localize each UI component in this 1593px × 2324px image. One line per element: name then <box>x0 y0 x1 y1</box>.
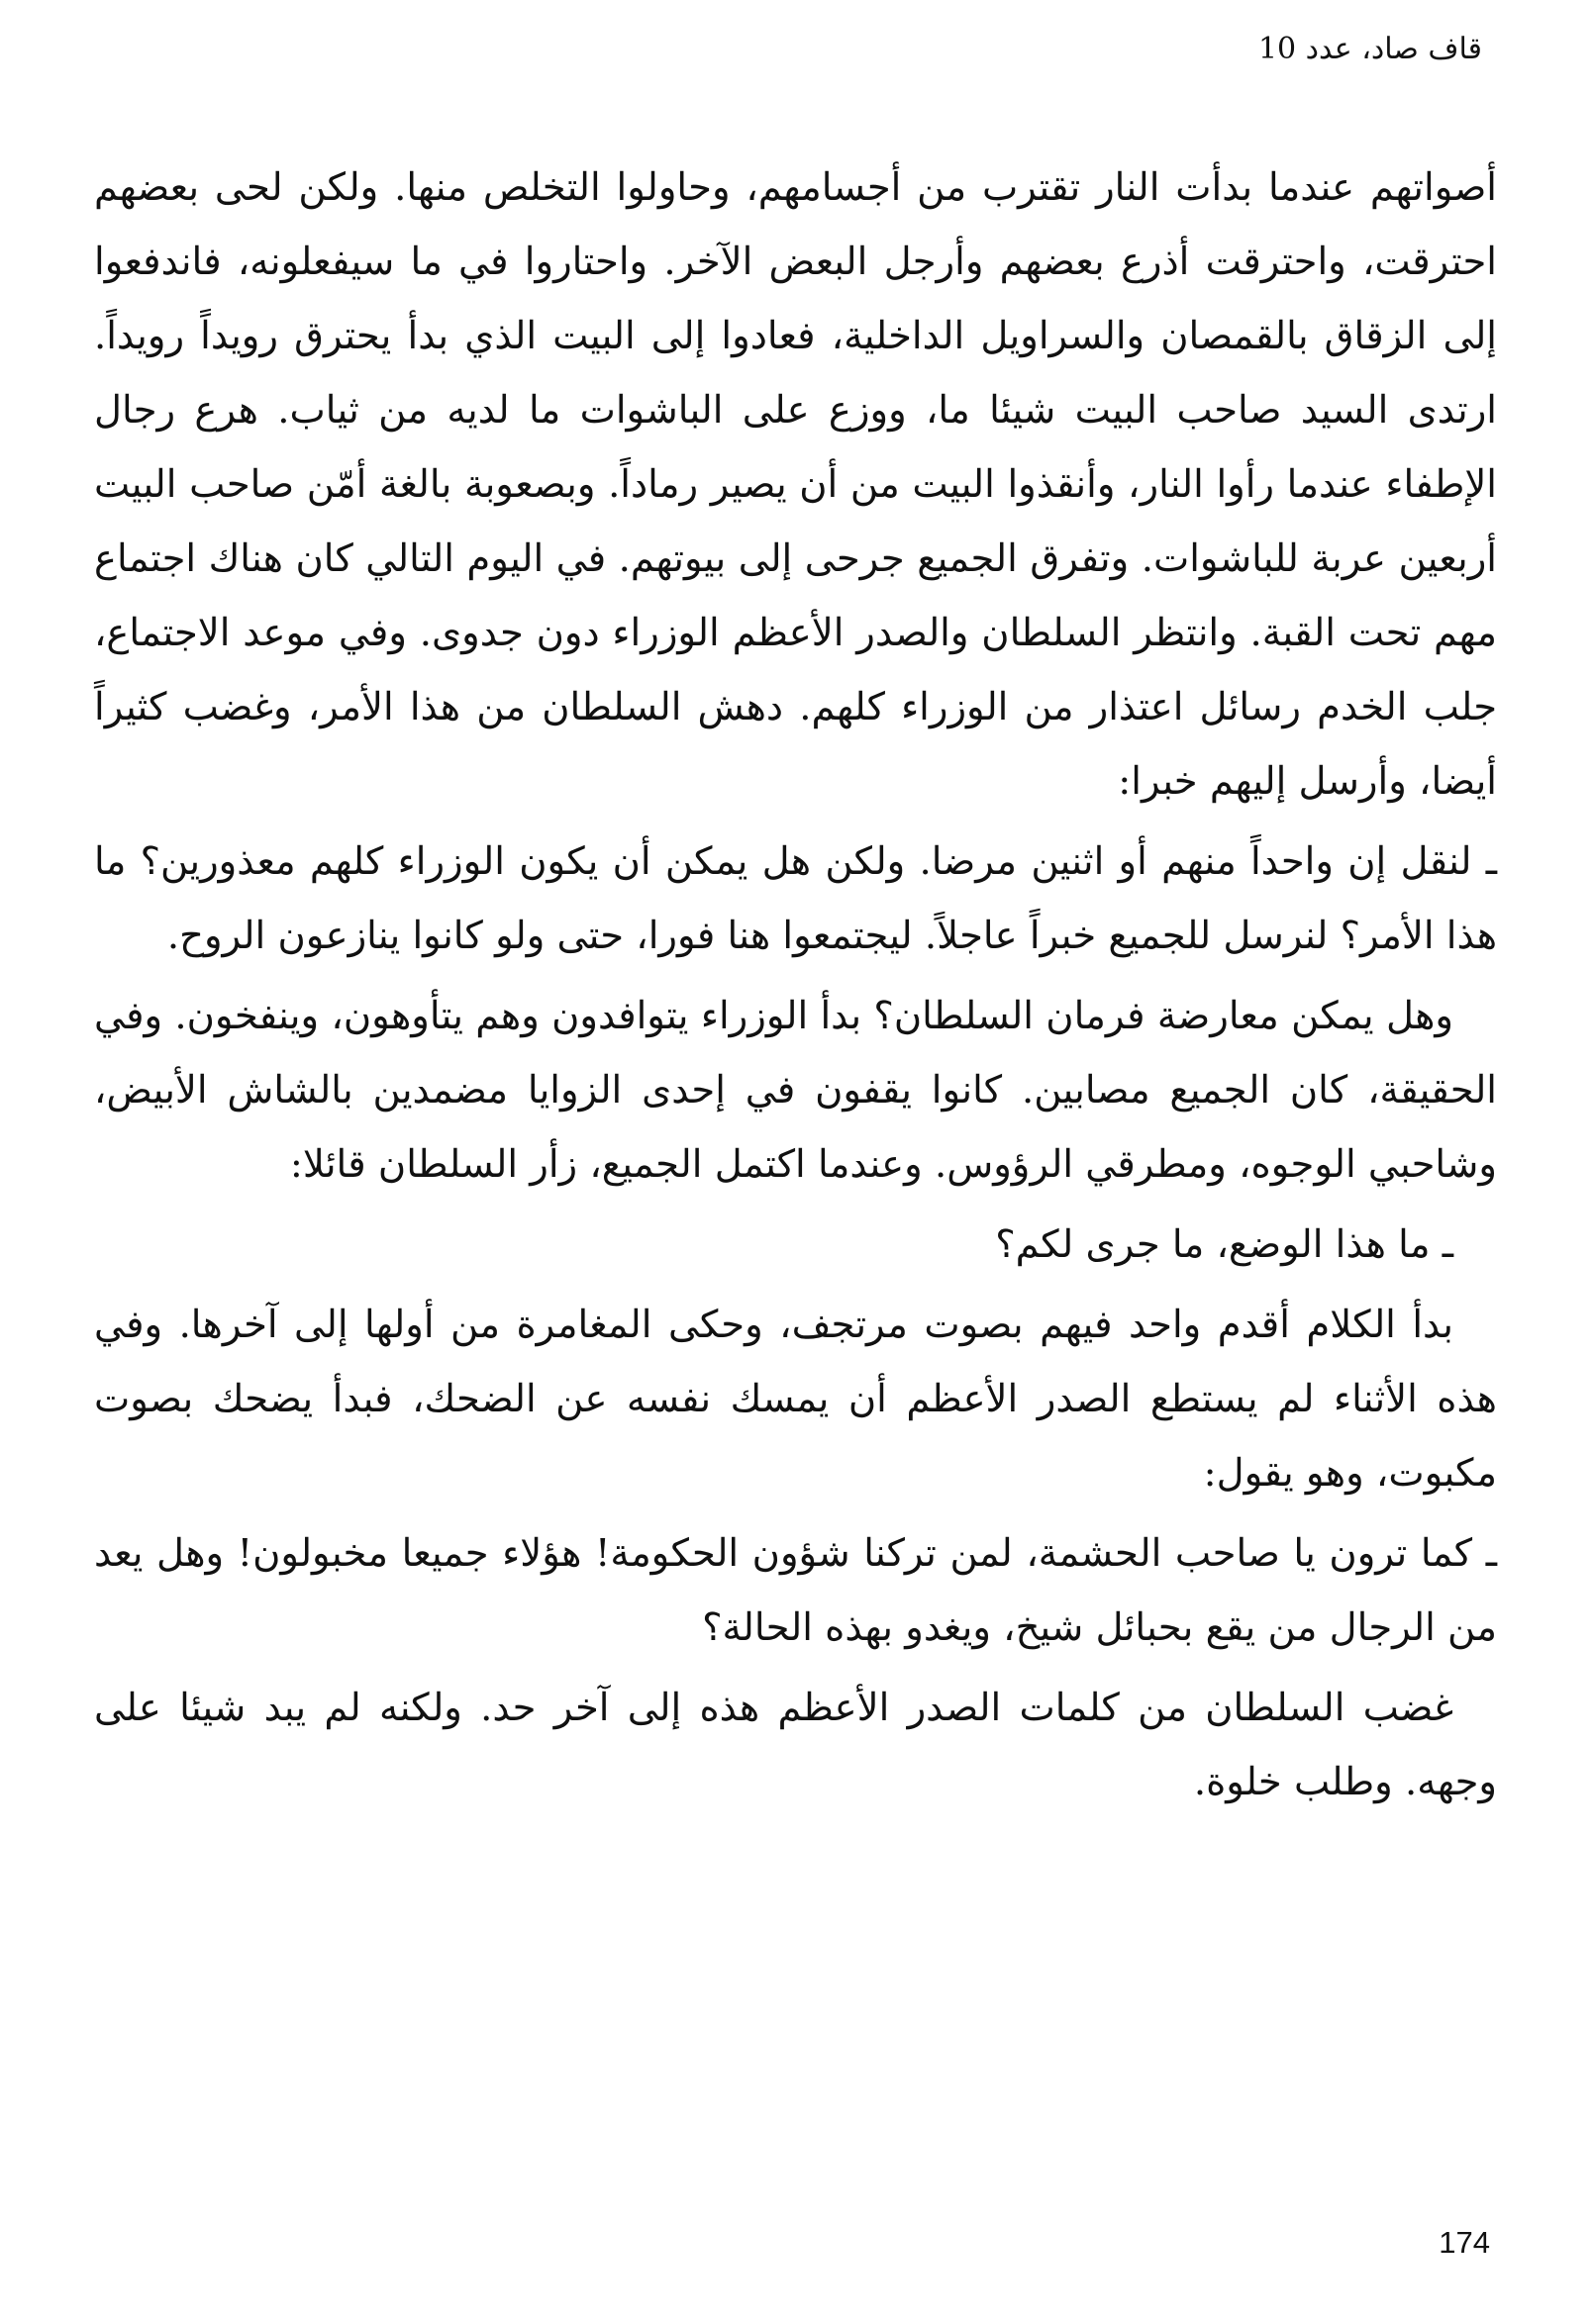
body-text <box>94 150 1497 1819</box>
paragraph-dialogue-grand-vizier: ـ كما ترون يا صاحب الحشمة، لمن تركنا شؤون الحكومة! هؤلاء جميعا مخبولون! وهل يعد من الرجال من يقع بحبائل شيخ، ويغدو بهذه الحالة؟ <box>94 1531 1497 1650</box>
paragraph-sultan-anger: غضب السلطان من كلمات الصدر الأعظم هذه إلى آخر حد. ولكنه لم يبد شيئا على وجهه. وطلب خلوة. <box>94 1686 1497 1804</box>
paragraph-eldest-speaks: بدأ الكلام أقدم واحد فيهم بصوت مرتجف، وحكى المغامرة من أولها إلى آخرها. وفي هذه الأثناء لم يستطع الصدر الأعظم أن يمسك نفسه عن الضحك، فبدأ يضحك بصوت مكبوت، وهو يقول: <box>94 1303 1497 1496</box>
paragraph-continuation: أصواتهم عندما بدأت النار تقترب من أجسامهم، وحاولوا التخلص منها. ولكن لحى بعضهم احترقت، واحترقت أذرع بعضهم وأرجل البعض الآخر. واحتاروا في ما سيفعلونه، فاندفعوا إلى الزقاق بالقمصان والسراويل الداخلية، فعادوا إلى البيت الذي بدأ يحترق رويداً رويداً. ارتدى السيد صاحب البيت شيئا ما، ووزع على الباشوات ما لديه من ثياب. هرع رجال الإطفاء عندما رأوا النار، وأنقذوا البيت من أن يصير رماداً. وبصعوبة بالغة أمّن صاحب البيت أربعين عربة للباشوات. وتفرق الجميع جرحى إلى بيوتهم. في اليوم التالي كان هناك اجتماع مهم تحت القبة. وانتظر السلطان والصدر الأعظم الوزراء دون جدوى. وفي موعد الاجتماع، جلب الخدم رسائل اعتذار من الوزراء كلهم. دهش السلطان من هذا الأمر، وغضب كثيراً أيضا، وأرسل إليهم خبرا: <box>94 165 1497 804</box>
paragraph-ministers-arrive: وهل يمكن معارضة فرمان السلطان؟ بدأ الوزراء يتوافدون وهم يتأوهون، وينفخون. وفي الحقيقة، كان الجميع مصابين. كانوا يقفون في إحدى الزوايا مضمدين بالشاش الأبيض، وشاحبي الوجوه، ومطرقي الرؤوس. وعندما اكتمل الجميع، زأر السلطان قائلا: <box>94 994 1497 1187</box>
paragraph-dialogue-question: ـ ما هذا الوضع، ما جرى لكم؟ <box>995 1222 1453 1267</box>
paragraph-dialogue-sultan: ـ لنقل إن واحداً منهم أو اثنين مرضا. ولكن هل يمكن أن يكون الوزراء كلهم معذورين؟ ما هذا الأمر؟ لنرسل للجميع خبراً عاجلاً. ليجتمعوا هنا فورا، حتى ولو كانوا ينازعون الروح. <box>94 839 1497 958</box>
running-header: قاف صاد، عدد 10 <box>1257 32 1482 66</box>
page-number: 174 <box>1439 2225 1490 2260</box>
